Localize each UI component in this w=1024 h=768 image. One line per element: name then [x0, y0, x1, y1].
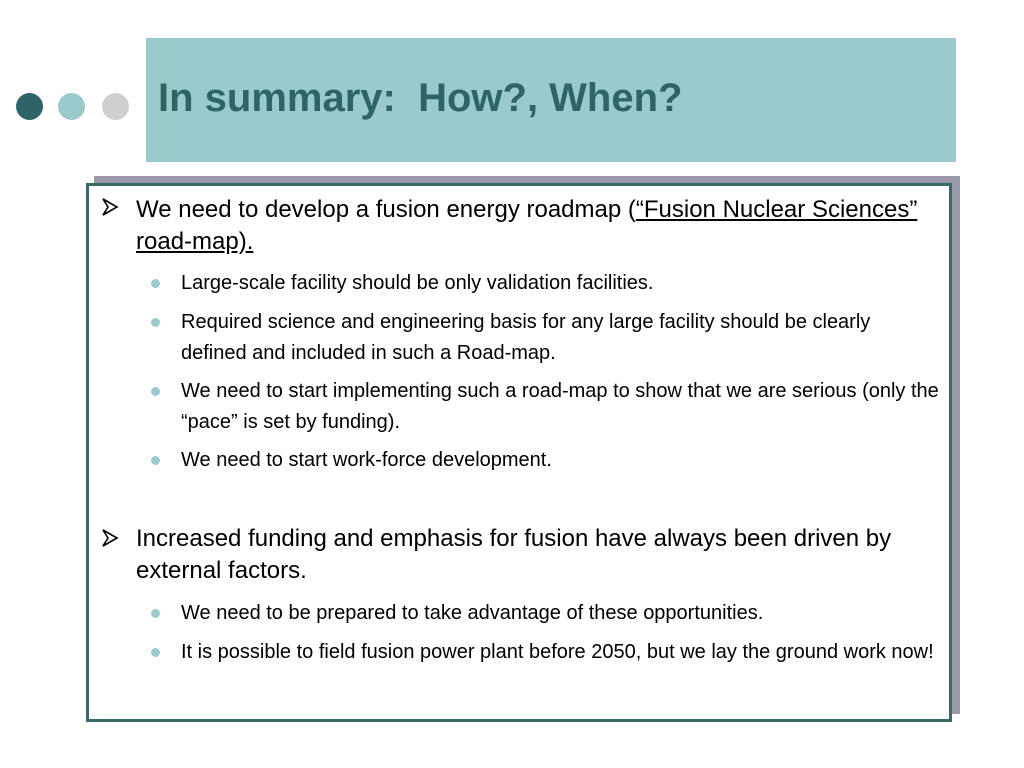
roadmap-link[interactable]: “Fusion Nuclear Sciences” road-map).: [136, 196, 918, 255]
sub-bullet-dot: [151, 279, 160, 288]
arrow-bullet-icon: [100, 528, 120, 548]
bullet-1-text: We need to develop a fusion energy roadmap (: [136, 196, 636, 223]
sub-bullet-1-3: We need to start implementing such a road-map to show that we are serious (only the “pace” is set by funding).: [181, 380, 939, 433]
sub-bullet-dot: [151, 456, 160, 465]
slide-title: In summary: How?, When?: [158, 76, 683, 120]
sub-bullet-dot: [151, 648, 160, 657]
arrow-bullet-icon: [100, 197, 120, 217]
sub-bullet-2-1: We need to be prepared to take advantage of these opportunities.: [181, 602, 764, 624]
decorative-dot-gray: [102, 93, 129, 120]
sub-bullet-1-4: We need to start work-force development.: [181, 449, 552, 471]
sub-bullet-dot: [151, 318, 160, 327]
decorative-dot-light: [58, 93, 85, 120]
sub-bullet-1-2: Required science and engineering basis for any large facility should be clearly defined and included in such a Road-map.: [181, 311, 871, 364]
sub-bullet-1-1: Large-scale facility should be only validation facilities.: [181, 272, 654, 294]
sub-bullet-dot: [151, 387, 160, 396]
decorative-dot-dark: [16, 93, 43, 120]
bullet-2: Increased funding and emphasis for fusion have always been driven by external factors.: [136, 525, 892, 584]
sub-bullet-dot: [151, 609, 160, 618]
bullet-1: [136, 194, 936, 258]
sub-bullet-2-2: It is possible to field fusion power plant before 2050, but we lay the ground work now!: [181, 641, 934, 663]
